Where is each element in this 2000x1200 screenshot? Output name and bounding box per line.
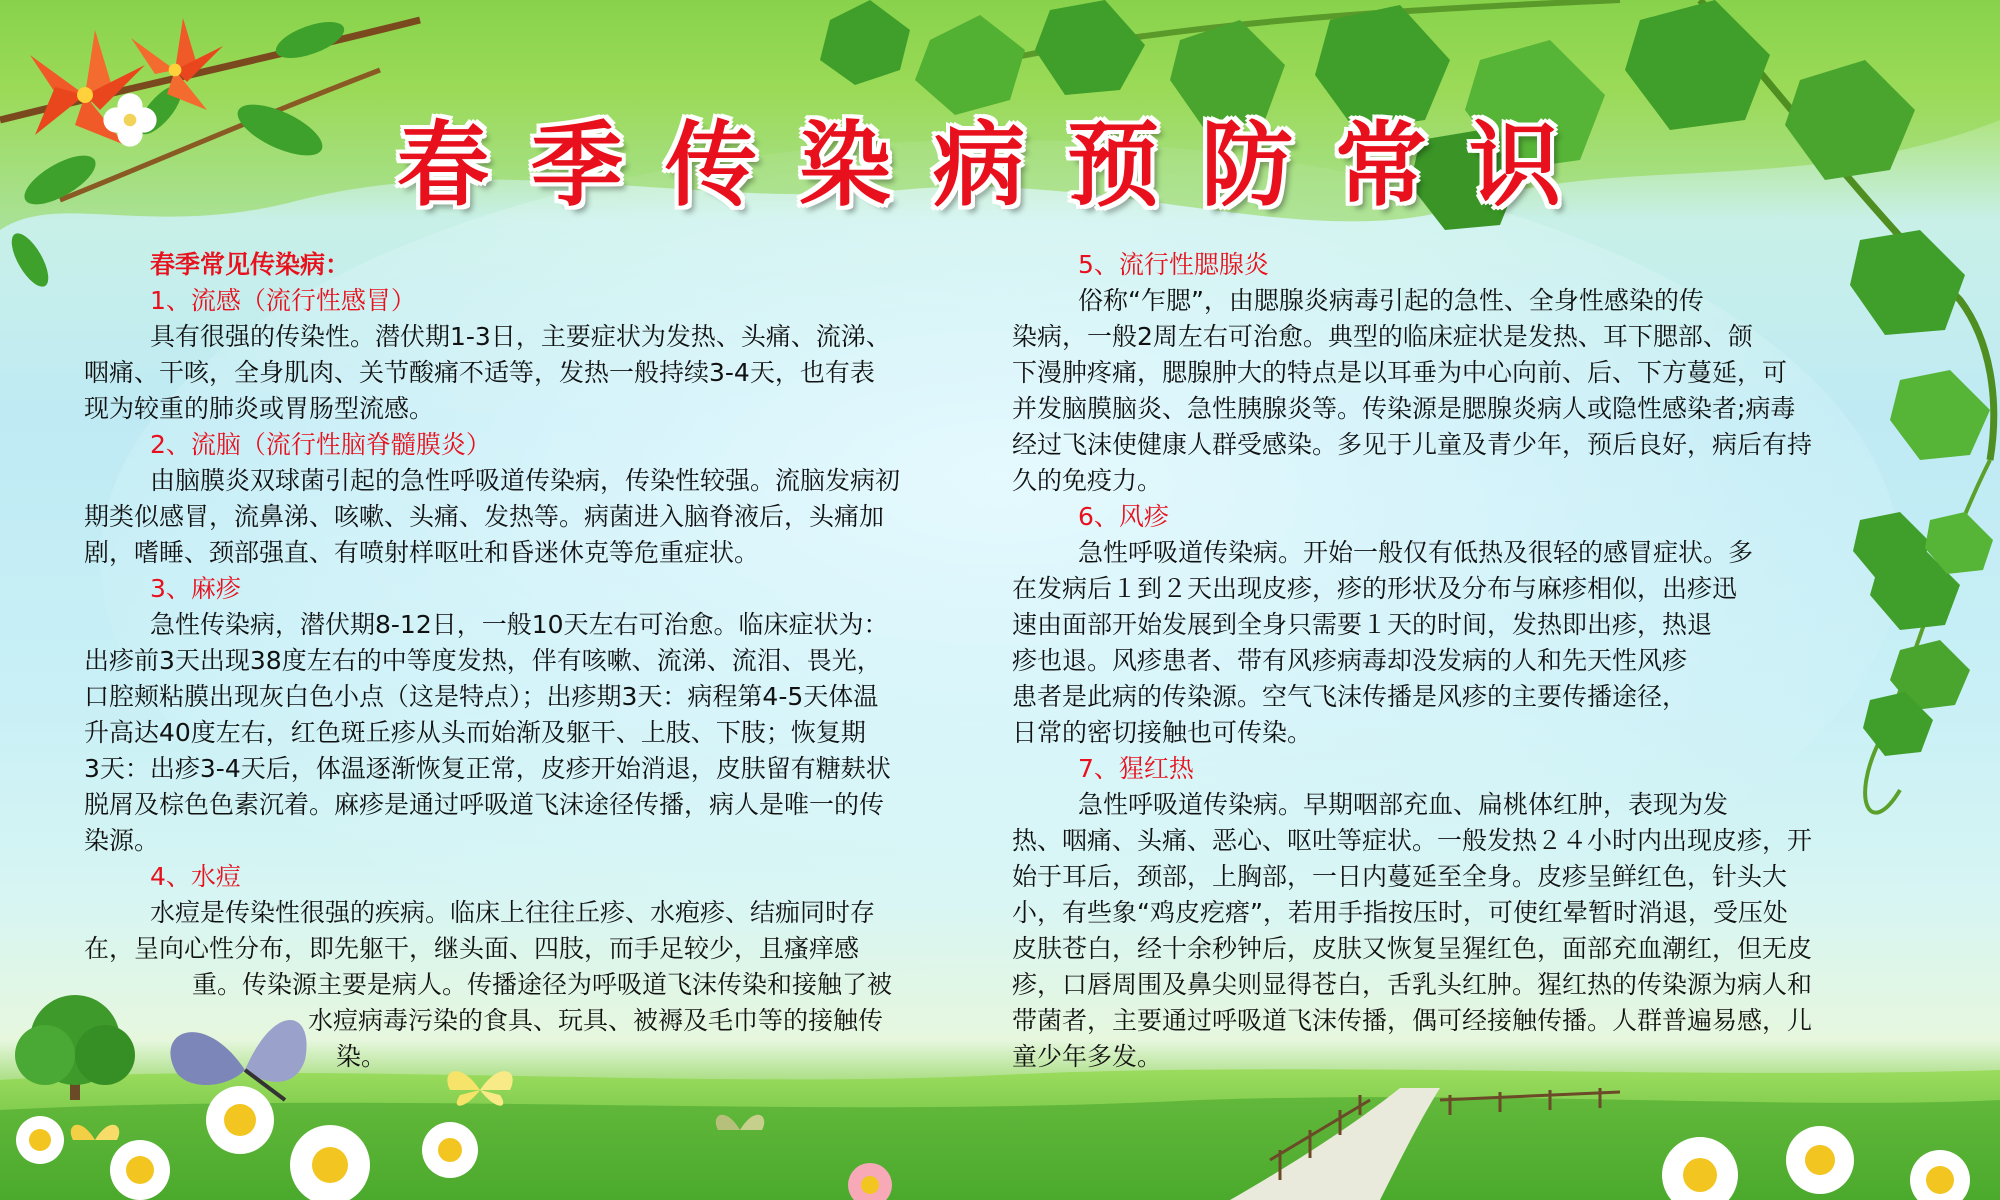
text-line: 带菌者，主要通过呼吸道飞沫传播，偶可经接触传播。人群普遍易感，儿 xyxy=(1012,1006,1813,1035)
text-line: 急性呼吸道传染病。开始一般仅有低热及很轻的感冒症状。多 xyxy=(1078,538,1754,567)
left-column xyxy=(84,247,1004,1075)
text-line: 皮肤苍白，经十余秒钟后，皮肤又恢复呈猩红色，面部充血潮红，但无皮 xyxy=(1012,934,1813,963)
text-line: 咽痛、干咳，全身肌肉、关节酸痛不适等，发热一般持续3-4天，也有表 xyxy=(84,358,875,387)
text-line: 染源。 xyxy=(84,826,160,855)
text-line: 口腔颊粘膜出现灰白色小点（这是特点）；出疹期3天：病程第4-5天体温 xyxy=(84,682,879,711)
text-line: 由脑膜炎双球菌引起的急性呼吸道传染病，传染性较强。流脑发病初 xyxy=(150,466,901,495)
text-line: 速由面部开始发展到全身只需要１天的时间，发热即出疹，热退 xyxy=(1012,610,1713,639)
text-line: 经过飞沫使健康人群受感染。多见于儿童及青少年，预后良好，病后有持 xyxy=(1012,430,1813,459)
intro-heading: 春季常见传染病： xyxy=(150,250,351,279)
text-line: 童少年多发。 xyxy=(1012,1042,1163,1071)
text-line: 出疹前3天出现38度左右的中等度发热，伴有咳嗽、流涕、流泪、畏光， xyxy=(84,646,882,675)
text-line: 脱屑及棕色色素沉着。麻疹是通过呼吸道飞沫途径传播，病人是唯一的传 xyxy=(84,790,885,819)
text-line: 现为较重的肺炎或胃肠型流感。 xyxy=(84,394,435,423)
text-line: 小，有些象“鸡皮疙瘩”，若用手指按压时，可使红晕暂时消退，受压处 xyxy=(1012,898,1788,927)
text-line: 疹，口唇周围及鼻尖则显得苍白，舌乳头红肿。猩红热的传染源为病人和 xyxy=(1012,970,1813,999)
section-heading: 4、水痘 xyxy=(150,862,241,891)
text-line: 水痘病毒污染的食具、玩具、被褥及毛巾等的接触传 xyxy=(308,1006,884,1035)
text-line: 在，呈向心性分布，即先躯干，继头面、四肢，而手足较少，且瘙痒感 xyxy=(84,934,860,963)
text-line: 3天：出疹3-4天后，体温逐渐恢复正常，皮疹开始消退，皮肤留有糖麸状 xyxy=(84,754,891,783)
section-rubella xyxy=(1012,499,1912,751)
section-scarlet-fever xyxy=(1012,751,1912,1075)
text-line: 下漫肿疼痛，腮腺肿大的特点是以耳垂为中心向前、后、下方蔓延，可 xyxy=(1012,358,1788,387)
page-title: 春季传染病预防常识 xyxy=(396,111,1603,219)
text-line: 染病，一般2周左右可治愈。典型的临床症状是发热、耳下腮部、颌 xyxy=(1012,322,1753,351)
text-line: 升高达40度左右，红色斑丘疹从头而始渐及躯干、上肢、下肢；恢复期 xyxy=(84,718,866,747)
text-line: 并发脑膜脑炎、急性胰腺炎等。传染源是腮腺炎病人或隐性感染者;病毒 xyxy=(1012,394,1796,423)
section-heading: 6、风疹 xyxy=(1078,502,1169,531)
text-line: 患者是此病的传染源。空气飞沫传播是风疹的主要传播途径， xyxy=(1012,682,1688,711)
text-line: 急性传染病，潜伏期8-12日，一般10天左右可治愈。临床症状为： xyxy=(150,610,889,639)
text-line: 急性呼吸道传染病。早期咽部充血、扁桃体红肿，表现为发 xyxy=(1078,790,1729,819)
text-line: 疹也退。风疹患者、带有风疹病毒却没发病的人和先天性风疹 xyxy=(1012,646,1688,675)
text-line: 水痘是传染性很强的疾病。临床上往往丘疹、水疱疹、结痂同时存 xyxy=(150,898,876,927)
text-line: 始于耳后，颈部，上胸部，一日内蔓延至全身。皮疹呈鲜红色，针头大 xyxy=(1012,862,1788,891)
text-line: 期类似感冒，流鼻涕、咳嗽、头痛、发热等。病菌进入脑脊液后，头痛加 xyxy=(84,502,885,531)
section-heading: 1、流感（流行性感冒） xyxy=(150,286,416,315)
section-chickenpox xyxy=(84,859,1004,1075)
text-line: 热、咽痛、头痛、恶心、呕吐等症状。一般发热２４小时内出现皮疹，开 xyxy=(1012,826,1813,855)
section-flu xyxy=(84,283,1004,427)
text-line: 俗称“乍腮”，由腮腺炎病毒引起的急性、全身性感染的传 xyxy=(1078,286,1704,315)
text-line: 具有很强的传染性。潜伏期1-3日，主要症状为发热、头痛、流涕、 xyxy=(150,322,891,351)
right-column xyxy=(1012,247,1912,1075)
text-line: 剧，嗜睡、颈部强直、有喷射样呕吐和昏迷休克等危重症状。 xyxy=(84,538,760,567)
text-line: 久的免疫力。 xyxy=(1012,466,1163,495)
section-measles xyxy=(84,571,1004,859)
section-mumps xyxy=(1012,247,1912,499)
section-meningitis xyxy=(84,427,1004,571)
section-heading: 7、猩红热 xyxy=(1078,754,1194,783)
text-line: 在发病后１到２天出现皮疹，疹的形状及分布与麻疹相似，出疹迅 xyxy=(1012,574,1738,603)
text-line: 重。传染源主要是病人。传播途径为呼吸道飞沫传染和接触了被 xyxy=(192,970,893,999)
text-line: 染。 xyxy=(336,1042,387,1071)
text-line: 日常的密切接触也可传染。 xyxy=(1012,718,1313,747)
section-heading: 2、流脑（流行性脑脊髓膜炎） xyxy=(150,430,491,459)
section-heading: 3、麻疹 xyxy=(150,574,241,603)
section-heading: 5、流行性腮腺炎 xyxy=(1078,250,1269,279)
